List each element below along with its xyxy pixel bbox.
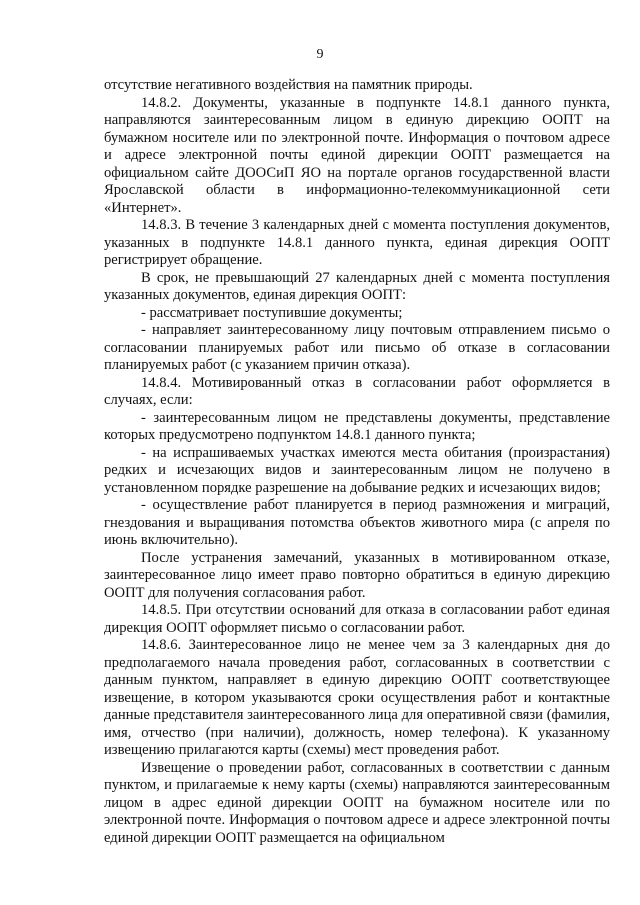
list-item: - осуществление работ планируется в период размножения и миграций, гнездования и выращивания потомства объектов животного мира (с апреля по июнь включительно). — [104, 497, 610, 548]
paragraph: 14.8.3. В течение 3 календарных дней с момента поступления документов, указанных в подпункте 14.8.1 данного пункта, единая дирекция ООПТ регистрирует обращение. — [104, 217, 610, 268]
page-number: 9 — [316, 47, 324, 62]
paragraph: Извещение о проведении работ, согласованных в соответствии с данным пунктом, и прилагаемые к нему карты (схемы) направляются заинтересованным лицом в адрес единой дирекции ООПТ на бумажном носителе или по электронной почте. Информация о почтовом адресе и адресе электронной почты единой дирекции ООПТ размещается на официальном — [104, 759, 610, 846]
paragraph: В срок, не превышающий 27 календарных дней с момента поступления указанных документов, единая дирекция ООПТ: — [104, 269, 610, 303]
paragraph: 14.8.5. При отсутствии оснований для отказа в согласовании работ единая дирекция ООПТ оформляет письмо о согласовании работ. — [104, 602, 610, 636]
list-item: - заинтересованным лицом не представлены документы, представление которых предусмотрено подпунктом 14.8.1 данного пункта; — [104, 409, 610, 443]
paragraph: После устранения замечаний, указанных в мотивированном отказе, заинтересованное лицо имеет право повторно обратиться в единую дирекцию ООПТ для получения согласования работ. — [104, 549, 610, 601]
paragraph: отсутствие негативного воздействия на памятник природы. — [104, 77, 473, 93]
list-item: - на испрашиваемых участках имеются места обитания (произрастания) редких и исчезающих видов и заинтересованным лицом не получено в установленном порядке разрешение на добывание редких и исчезающих видов; — [104, 444, 610, 496]
list-item: - рассматривает поступившие документы; — [141, 304, 403, 321]
paragraph: 14.8.4. Мотивированный отказ в согласовании работ оформляется в случаях, если: — [104, 374, 610, 408]
paragraph: 14.8.2. Документы, указанные в подпункте 14.8.1 данного пункта, направляются заинтересованным лицом в единую дирекцию ООПТ на бумажном носителе или по электронной почте. Информация о почтовом адресе и адресе электронной почты единой дирекции ООПТ размещается на официальном сайте ДООСиП ЯО на портале органов государственной власти Ярославской области в информационно-телекоммуникационной сети «Интернет». — [104, 94, 610, 216]
document-body — [104, 77, 610, 847]
list-item: - направляет заинтересованному лицу почтовым отправлением письмо о согласовании планируемых работ или письмо об отказе в согласовании планируемых работ (с указанием причин отказа). — [104, 322, 610, 373]
paragraph: 14.8.6. Заинтересованное лицо не менее чем за 3 календарных дня до предполагаемого начала проведения работ, согласованных в соответствии с данным пунктом, направляет в единую дирекцию ООПТ соответствующее извещение, в котором указываются сроки осуществления работ и контактные данные представителя заинтересованного лица для оперативной связи (фамилия, имя, отчество (при наличии), должность, номер телефона). К указанному извещению прилагаются карты (схемы) мест проведения работ. — [104, 637, 610, 758]
